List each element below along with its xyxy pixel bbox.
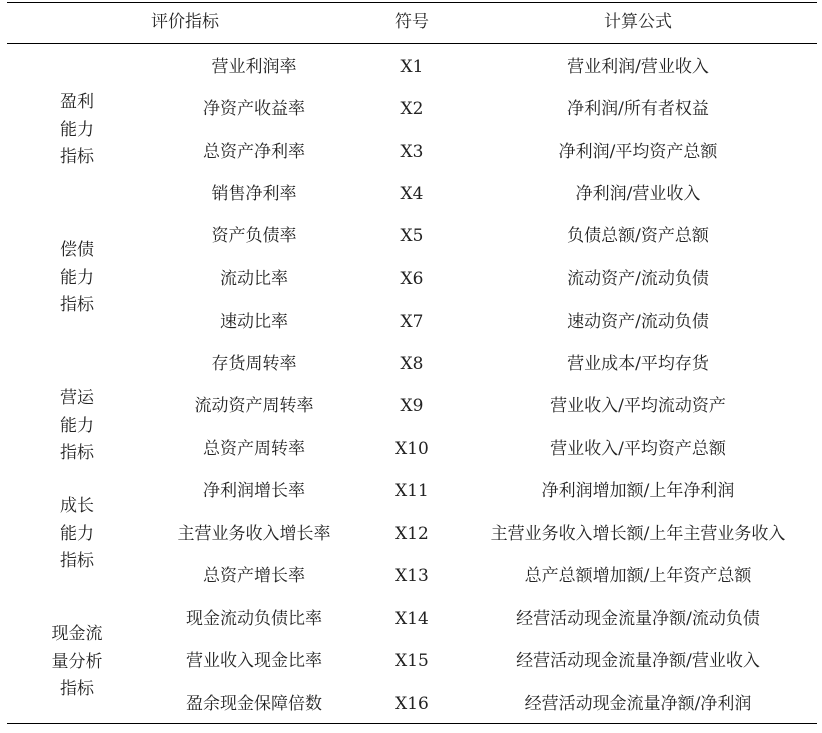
row-6-formula: 流动资产/流动负债 xyxy=(567,269,709,289)
category-1 xyxy=(60,89,94,172)
row-9-symbol: X9 xyxy=(400,396,424,416)
category-1-line-3: 指标 xyxy=(60,146,94,167)
row-1-name: 营业利润率 xyxy=(211,57,297,77)
row-12-name: 主营业务收入增长率 xyxy=(177,524,331,544)
category-3 xyxy=(60,385,94,468)
row-1-formula: 营业利润/营业收入 xyxy=(567,57,709,77)
row-10-formula: 营业收入/平均资产总额 xyxy=(550,439,726,459)
row-6-symbol: X6 xyxy=(400,269,424,289)
table-header-rule xyxy=(7,43,817,44)
row-13-name: 总资产增长率 xyxy=(203,566,305,586)
row-8-formula: 营业成本/平均存货 xyxy=(567,354,709,374)
row-5-formula: 负债总额/资产总额 xyxy=(567,226,709,246)
category-4-line-1: 成长 xyxy=(60,495,94,516)
row-1-symbol: X1 xyxy=(400,57,424,77)
row-2-symbol: X2 xyxy=(400,99,424,119)
row-16-name: 盈余现金保障倍数 xyxy=(186,694,322,714)
row-3-formula: 净利润/平均资产总额 xyxy=(558,142,718,162)
category-1-line-1: 盈利 xyxy=(60,91,94,112)
row-11-symbol: X11 xyxy=(395,481,429,501)
category-4 xyxy=(60,493,94,576)
row-15-symbol: X15 xyxy=(395,651,429,671)
header-symbol: 符号 xyxy=(395,12,429,32)
row-4-symbol: X4 xyxy=(400,184,424,204)
row-15-name: 营业收入现金比率 xyxy=(186,651,322,671)
category-5 xyxy=(52,621,103,704)
row-3-symbol: X3 xyxy=(400,142,424,162)
row-8-symbol: X8 xyxy=(400,354,424,374)
header-formula: 计算公式 xyxy=(604,12,672,32)
row-7-symbol: X7 xyxy=(400,312,424,332)
row-11-name: 净利润增长率 xyxy=(203,481,305,501)
row-12-formula: 主营业务收入增长额/上年主营业务收入 xyxy=(490,524,786,544)
row-9-name: 流动资产周转率 xyxy=(194,396,314,416)
category-3-line-2: 能力 xyxy=(60,415,94,436)
row-13-symbol: X13 xyxy=(395,566,429,586)
row-15-formula: 经营活动现金流量净额/营业收入 xyxy=(516,651,760,671)
row-14-name: 现金流动负债比率 xyxy=(186,609,322,629)
category-4-line-2: 能力 xyxy=(60,523,94,544)
row-14-symbol: X14 xyxy=(395,609,429,629)
row-7-name: 速动比率 xyxy=(220,312,288,332)
row-2-formula: 净利润/所有者权益 xyxy=(567,99,709,119)
row-3-name: 总资产净利率 xyxy=(203,142,305,162)
row-13-formula: 总产总额增加额/上年资产总额 xyxy=(524,566,752,586)
header-indicator: 评价指标 xyxy=(151,12,219,32)
category-5-line-2: 量分析 xyxy=(51,651,103,672)
row-7-formula: 速动资产/流动负债 xyxy=(567,312,709,332)
category-4-line-3: 指标 xyxy=(60,550,94,571)
row-5-symbol: X5 xyxy=(400,226,424,246)
category-2-line-2: 能力 xyxy=(60,267,94,288)
category-3-line-3: 指标 xyxy=(60,442,94,463)
table-top-rule xyxy=(7,2,817,3)
row-4-name: 销售净利率 xyxy=(211,184,297,204)
row-11-formula: 净利润增加额/上年净利润 xyxy=(541,481,735,501)
row-14-formula: 经营活动现金流量净额/流动负债 xyxy=(516,609,760,629)
table-bottom-rule xyxy=(7,723,817,724)
row-10-symbol: X10 xyxy=(395,439,429,459)
row-9-formula: 营业收入/平均流动资产 xyxy=(550,396,726,416)
category-5-line-3: 指标 xyxy=(60,678,94,699)
category-1-line-2: 能力 xyxy=(60,119,94,140)
row-6-name: 流动比率 xyxy=(220,269,288,289)
row-5-name: 资产负债率 xyxy=(211,226,297,246)
row-10-name: 总资产周转率 xyxy=(203,439,305,459)
category-2-line-3: 指标 xyxy=(60,294,94,315)
category-3-line-1: 营运 xyxy=(60,387,94,408)
category-5-line-1: 现金流 xyxy=(51,623,103,644)
row-4-formula: 净利润/营业收入 xyxy=(575,184,701,204)
row-12-symbol: X12 xyxy=(395,524,429,544)
row-8-name: 存货周转率 xyxy=(211,354,297,374)
row-16-formula: 经营活动现金流量净额/净利润 xyxy=(524,694,752,714)
category-2-line-1: 偿债 xyxy=(60,239,94,260)
row-16-symbol: X16 xyxy=(395,694,429,714)
category-2 xyxy=(60,237,94,320)
row-2-name: 净资产收益率 xyxy=(203,99,305,119)
